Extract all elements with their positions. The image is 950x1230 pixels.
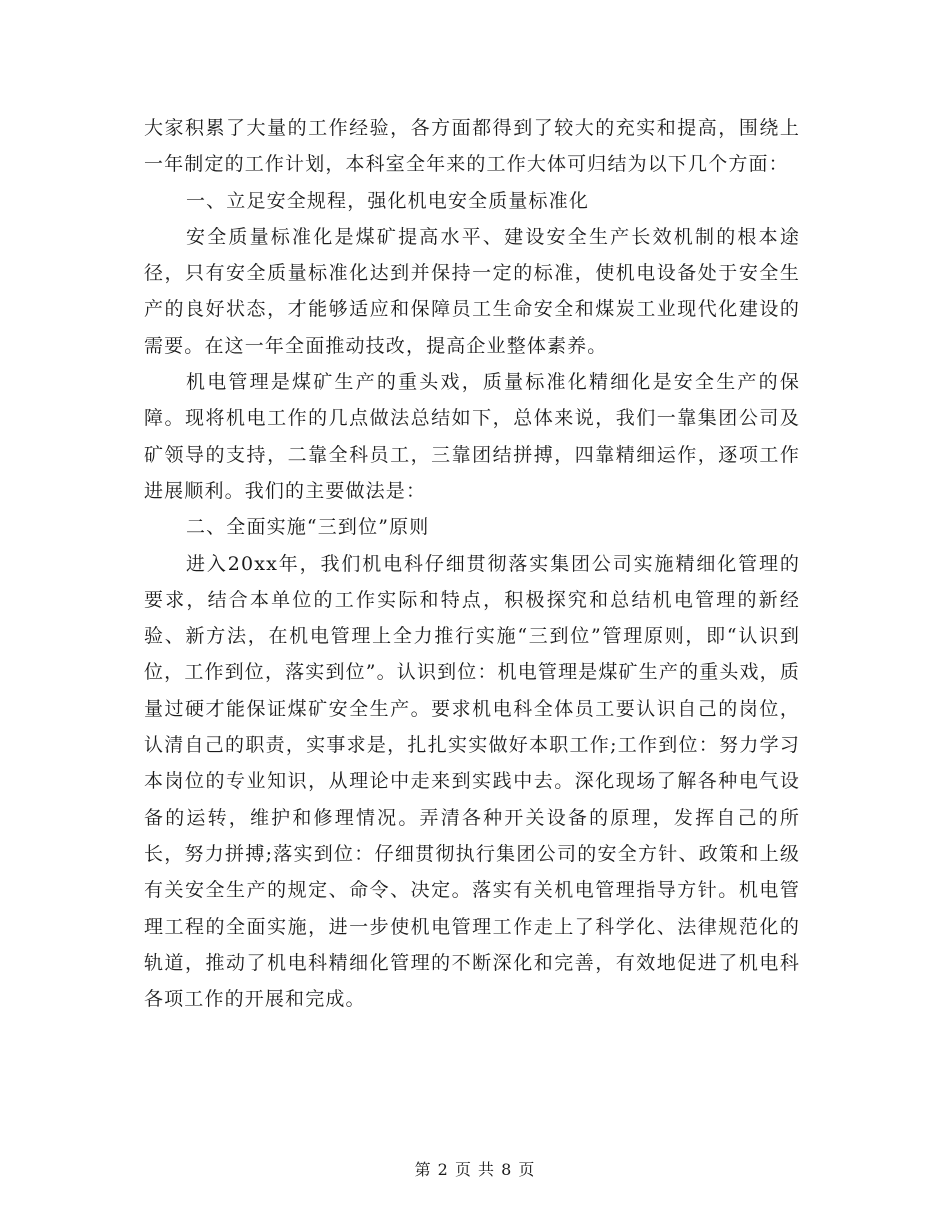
page-number-label: 第 2 页 共 8 页 [414, 1160, 536, 1179]
body-paragraph: 进入20xx年，我们机电科仔细贯彻落实集团公司实施精细化管理的要求，结合本单位的工作实际和特点，积极探究和总结机电管理的新经验、新方法，在机电管理上全力推行实施“三到位”管理原则，即“认识到位，工作到位，落实到位”。认识到位：机电管理是煤矿生产的重头戏，质量过硬才能保证煤矿安全生产。要求机电科全体员工要认识自己的岗位，认清自己的职责，实事求是，扎扎实实做好本职工作;工作到位：努力学习本岗位的专业知识，从理论中走来到实践中去。深化现场了解各种电气设备的运转，维护和修理情况。弄清各种开关设备的原理，发挥自己的所长，努力拼搏;落实到位：仔细贯彻执行集团公司的安全方针、政策和上级有关安全生产的规定、命令、决定。落实有关机电管理指导方针。机电管理工程的全面实施，进一步使机电管理工作走上了科学化、法律规范化的轨道，推动了机电科精细化管理的不断深化和完善，有效地促进了机电科各项工作的开展和完成。 [144, 552, 800, 1011]
document-body [144, 110, 800, 1017]
section-heading-2: 二、全面实施“三到位”原则 [186, 516, 430, 539]
body-paragraph: 安全质量标准化是煤矿提高水平、建设安全生产长效机制的根本途径，只有安全质量标准化达到并保持一定的标准，使机电设备处于安全生产的良好状态，才能够适应和保障员工生命安全和煤炭工业现代化建设的需要。在这一年全面推动技改，提高企业整体素养。 [144, 225, 800, 357]
body-paragraph: 大家积累了大量的工作经验，各方面都得到了较大的充实和提高，围绕上一年制定的工作计划，本科室全年来的工作大体可归结为以下几个方面： [144, 117, 800, 176]
body-paragraph: 机电管理是煤矿生产的重头戏，质量标准化精细化是安全生产的保障。现将机电工作的几点做法总结如下，总体来说，我们一靠集团公司及矿领导的支持，二靠全科员工，三靠团结拼搏，四靠精细运作，逐项工作进展顺利。我们的主要做法是： [144, 371, 800, 502]
section-heading-1: 一、立足安全规程，强化机电安全质量标准化 [186, 189, 590, 212]
page-footer [0, 1157, 950, 1180]
